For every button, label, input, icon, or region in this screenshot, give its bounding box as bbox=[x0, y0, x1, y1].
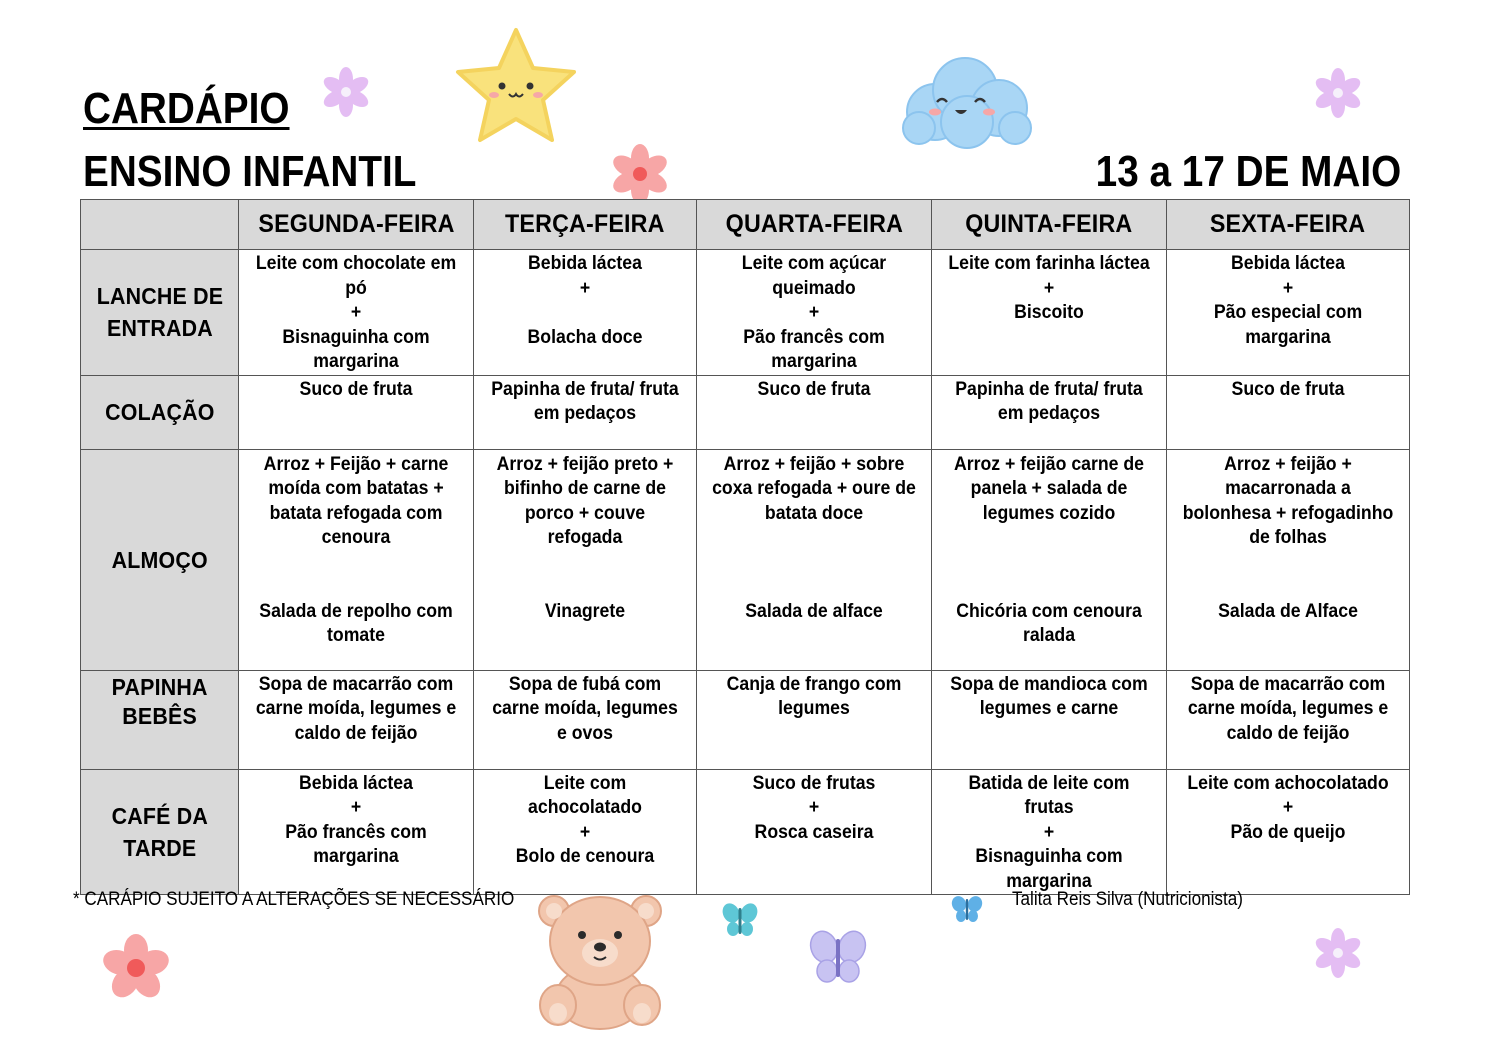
corner-cell bbox=[81, 200, 239, 250]
meal-label: COLAÇÃO bbox=[81, 375, 239, 449]
menu-cell: Arroz + feijão + macarronada a bolonhesa + refogadinho de folhas Salada de Alface bbox=[1167, 449, 1410, 670]
menu-cell: Arroz + feijão carne de panela + salada de legumes cozido Chicória com cenoura ralada bbox=[932, 449, 1167, 670]
flower-icon bbox=[1312, 67, 1364, 119]
menu-cell: Leite com açúcar queimado + Pão francês com margarina bbox=[697, 250, 932, 376]
footer-note: * CARÁPIO SUJEITO A ALTERAÇÕES SE NECESSÁRIO bbox=[73, 889, 515, 910]
flower-icon bbox=[320, 66, 372, 118]
table-header-row bbox=[81, 200, 1410, 250]
menu-cell: Arroz + Feijão + carne moída com batatas + batata refogada com cenoura Salada de repolho com tomate bbox=[239, 449, 474, 670]
table-row bbox=[81, 769, 1410, 895]
menu-cell: Suco de fruta bbox=[239, 375, 474, 449]
menu-cell: Suco de fruta bbox=[697, 375, 932, 449]
flower-icon bbox=[608, 142, 672, 206]
page-title: CARDÁPIO bbox=[83, 84, 290, 133]
menu-cell: Papinha de fruta/ fruta em pedaços bbox=[932, 375, 1167, 449]
menu-cell: Bebida láctea + Pão francês com margarina bbox=[239, 769, 474, 895]
teddy-bear-icon bbox=[530, 885, 670, 1031]
menu-cell: Leite com farinha láctea + Biscoito bbox=[932, 250, 1167, 376]
day-header: SEXTA-FEIRA bbox=[1167, 200, 1410, 250]
butterfly-icon bbox=[806, 926, 870, 988]
footer-author: Talita Reis Silva (Nutricionista) bbox=[1012, 889, 1243, 910]
meal-label: CAFÉ DA TARDE bbox=[81, 769, 239, 895]
day-header: SEGUNDA-FEIRA bbox=[239, 200, 474, 250]
flower-icon bbox=[1311, 926, 1365, 980]
date-range: 13 a 17 DE MAIO bbox=[1095, 147, 1401, 196]
menu-cell: Leite com achocolatado + Bolo de cenoura bbox=[474, 769, 697, 895]
butterfly-icon bbox=[950, 894, 984, 924]
menu-cell: Bebida láctea + Bolacha doce bbox=[474, 250, 697, 376]
meal-label: PAPINHA BEBÊS bbox=[81, 670, 239, 769]
flower-icon bbox=[94, 933, 178, 1003]
menu-cell: Sopa de macarrão com carne moída, legumes e caldo de feijão bbox=[239, 670, 474, 769]
star-icon bbox=[452, 26, 580, 151]
day-header: TERÇA-FEIRA bbox=[474, 200, 697, 250]
menu-cell: Arroz + feijão preto + bifinho de carne de porco + couve refogada Vinagrete bbox=[474, 449, 697, 670]
menu-cell: Sopa de fubá com carne moída, legumes e ovos bbox=[474, 670, 697, 769]
menu-cell: Suco de fruta bbox=[1167, 375, 1410, 449]
table-row bbox=[81, 670, 1410, 769]
meal-label: LANCHE DE ENTRADA bbox=[81, 250, 239, 376]
page-subtitle: ENSINO INFANTIL bbox=[83, 147, 417, 196]
butterfly-icon bbox=[720, 900, 760, 940]
table-row bbox=[81, 449, 1410, 670]
day-header: QUARTA-FEIRA bbox=[697, 200, 932, 250]
table-row bbox=[81, 250, 1410, 376]
menu-cell: Sopa de mandioca com legumes e carne bbox=[932, 670, 1167, 769]
day-header: QUINTA-FEIRA bbox=[932, 200, 1167, 250]
menu-cell: Batida de leite com frutas + Bisnaguinha com margarina bbox=[932, 769, 1167, 895]
menu-cell: Suco de frutas + Rosca caseira bbox=[697, 769, 932, 895]
menu-cell: Bebida láctea + Pão especial com margarina bbox=[1167, 250, 1410, 376]
cloud-icon bbox=[897, 50, 1033, 150]
table-row bbox=[81, 375, 1410, 449]
menu-table bbox=[80, 199, 1410, 895]
menu-cell: Leite com chocolate em pó + Bisnaguinha com margarina bbox=[239, 250, 474, 376]
menu-cell: Papinha de fruta/ fruta em pedaços bbox=[474, 375, 697, 449]
meal-label: ALMOÇO bbox=[81, 449, 239, 670]
menu-cell: Arroz + feijão + sobre coxa refogada + oure de batata doce Salada de alface bbox=[697, 449, 932, 670]
menu-cell: Canja de frango com legumes bbox=[697, 670, 932, 769]
menu-cell: Sopa de macarrão com carne moída, legumes e caldo de feijão bbox=[1167, 670, 1410, 769]
menu-cell: Leite com achocolatado + Pão de queijo bbox=[1167, 769, 1410, 895]
